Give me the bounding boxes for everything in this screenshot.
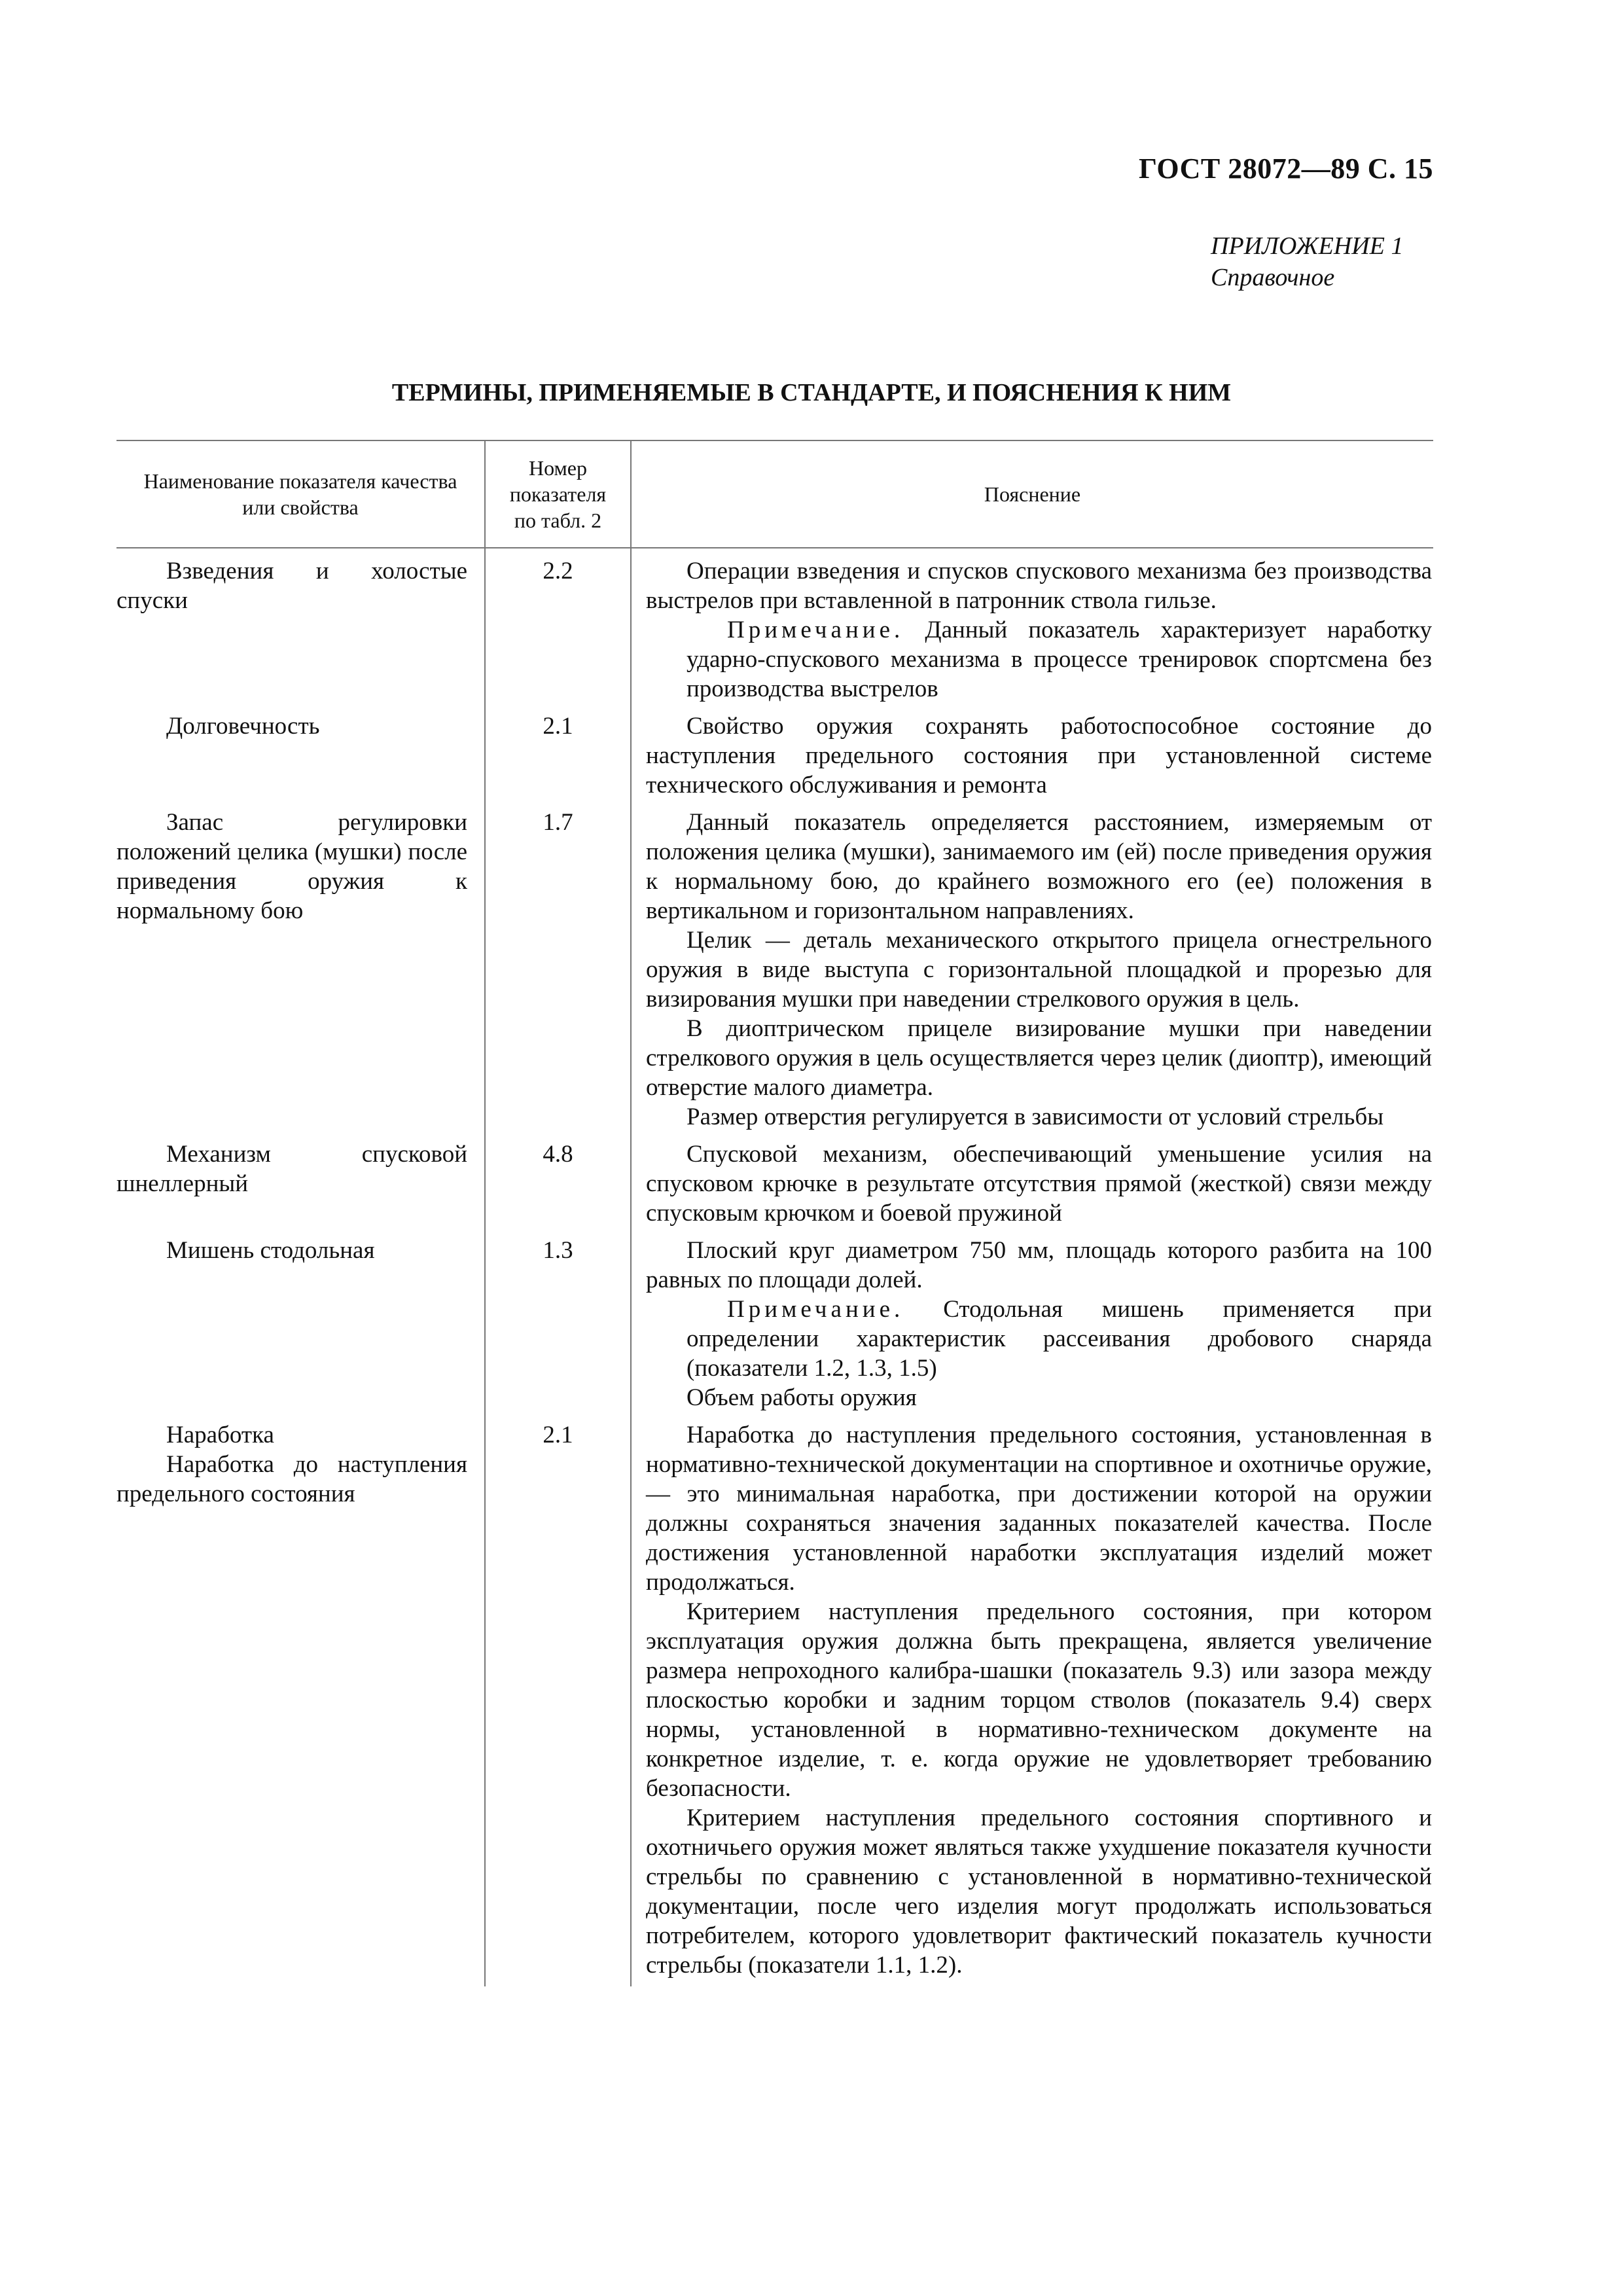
table-row (116, 548, 1433, 704)
table-row (116, 1132, 1433, 1228)
document-title: ТЕРМИНЫ, ПРИМЕНЯЕМЫЕ В СТАНДАРТЕ, И ПОЯСНЕНИЯ К НИМ (391, 379, 1232, 406)
explanation-paragraph: Спусковой механизм, обеспечивающий уменьшение усилия на спусковом крючке в результате отсутствия прямой (жесткой) связи между спусковым крючком и боевой пружиной (646, 1141, 1432, 1227)
note-text: Данный показатель характеризует наработку ударно-спускового механизма в процессе тренировок спортсмена без производства выстрелов (687, 617, 1433, 702)
table-row (116, 800, 1433, 1132)
table-row (116, 1228, 1433, 1412)
row-name: Мишень стодольная (166, 1237, 375, 1264)
terms-table (116, 440, 1433, 1986)
appendix-block (1211, 230, 1433, 293)
row-number: 2.1 (484, 704, 630, 800)
explanation-paragraph: Размер отверстия регулируется в зависимости от условий стрельбы (687, 1103, 1384, 1130)
table-row (116, 1412, 1433, 1986)
row-name: Долговечность (166, 713, 320, 740)
appendix-label: ПРИЛОЖЕНИЕ 1 (1211, 232, 1404, 260)
explanation-paragraph: Свойство оружия сохранять работоспособное состояние до наступления предельного состояния при установленной системе технического обслуживания и ремонта (646, 713, 1432, 798)
note-label: Примечание. (727, 617, 904, 643)
explanation-paragraph: Плоский круг диаметром 750 мм, площадь которого разбита на 100 равных по площади долей. (646, 1237, 1432, 1293)
row-name: Взведения и холостые спуски (116, 558, 467, 614)
row-explanation (630, 1132, 1433, 1228)
header-explanation: Пояснение (630, 441, 1433, 547)
explanation-paragraph: Операции взведения и спусков спускового механизма без производства выстрелов при вставленной в патронник ствола гильзе. (646, 558, 1432, 614)
row-name: Механизм спусковой шнеллерный (116, 1141, 467, 1197)
explanation-note (646, 615, 1432, 704)
header-number: Номер показателя по табл. 2 (484, 441, 630, 547)
table-header (116, 441, 1433, 547)
row-explanation (630, 1228, 1433, 1412)
explanation-paragraph: Целик — деталь механического открытого прицела огнестрельного оружия в виде выступа с горизонтальной площадкой и прорезью для визирования мушки при наведении стрелкового оружия в цель. (646, 927, 1432, 1013)
explanation-note (646, 1295, 1432, 1383)
row-name: Наработка (166, 1422, 274, 1448)
explanation-paragraph: Данный показатель определяется расстоянием, измеряемым от положения целика (мушки), занимаемого им (ей) после приведения оружия к нормальному бою, до крайнего возможного его (ее) положения в вертикальном и горизонтальном направлениях. (646, 809, 1432, 924)
row-number: 1.3 (484, 1228, 630, 1412)
row-explanation (630, 704, 1433, 800)
explanation-paragraph: Критерием наступления предельного состояния, при котором эксплуатация оружия должна быть прекращена, является увеличение размера непроходного калибра-шашки (показатель 9.3) или зазора между плоскостью коробки и задним торцом стволов (показатель 9.4) сверх нормы, установленной в нормативно-техническом документе на конкретное изделие, т. е. когда оружие не удовлетворяет требованию безопасности. (646, 1598, 1432, 1802)
row-explanation (630, 548, 1433, 704)
row-number: 4.8 (484, 1132, 630, 1228)
row-number: 2.1 (484, 1412, 630, 1986)
note-label: Примечание. (727, 1296, 904, 1323)
table-row (116, 704, 1433, 800)
row-number: 1.7 (484, 800, 630, 1132)
table-body (116, 548, 1433, 1986)
row-explanation (630, 1412, 1433, 1986)
explanation-extra: Объем работы оружия (687, 1384, 917, 1411)
row-explanation (630, 800, 1433, 1132)
row-name: Запас регулировки положений целика (мушки) после приведения оружия к нормальному бою (116, 809, 467, 924)
row-number: 2.2 (484, 548, 630, 704)
page-header-code: ГОСТ 28072—89 С. 15 (1138, 152, 1433, 185)
row-name-secondary: Наработка до наступления предельного состояния (116, 1451, 467, 1507)
explanation-paragraph: Наработка до наступления предельного состояния, установленная в нормативно-технической документации на спортивное и охотничье оружие, — это минимальная наработка, при достижении которой на оружии должны сохраняться значения заданных показателей качества. После достижения установленной наработки эксплуатация изделий может продолжаться. (646, 1422, 1432, 1596)
header-name: Наименование показателя качества или свойства (143, 469, 457, 519)
note-text: Стодольная мишень применяется при определении характеристик рассеивания дробового снаряда (показатели 1.2, 1.3, 1.5) (687, 1296, 1432, 1382)
appendix-type: Справочное (1211, 264, 1335, 291)
explanation-paragraph: В диоптрическом прицеле визирование мушки при наведении стрелкового оружия в цель осуществляется через целик (диоптр), имеющий отверстие малого диаметра. (646, 1015, 1432, 1101)
explanation-paragraph: Критерием наступления предельного состояния спортивного и охотничьего оружия может являться также ухудшение показателя кучности стрельбы по сравнению с установленной в нормативно-технической документации, после чего изделия могут продолжать использоваться потребителем, которого удовлетворит фактический показатель кучности стрельбы (показатели 1.1, 1.2). (646, 1804, 1432, 1979)
